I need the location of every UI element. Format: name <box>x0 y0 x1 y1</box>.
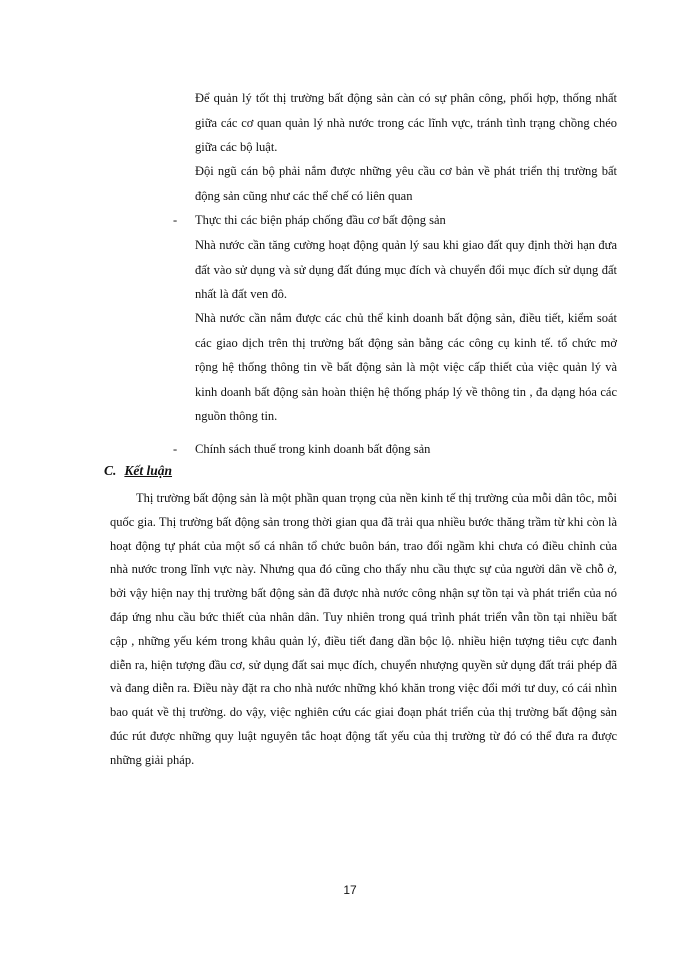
page-number: 17 <box>343 883 357 897</box>
bullet-anti-speculation: Thực thi các biện pháp chống đầu cơ bất động sản <box>195 213 446 227</box>
bullet-tax-policy: Chính sách thuế trong kinh doanh bất động sản <box>195 442 431 456</box>
section-letter: C. <box>104 463 117 478</box>
paragraph-staff-requirements: Đội ngũ cán bộ phải nắm được những yêu cầu cơ bản về phát triển thị trường bất động sản cũng như các thể chế có liên quan <box>195 164 617 203</box>
paragraph-coordination: Để quản lý tốt thị trường bất động sản càn có sự phân công, phối hợp, thống nhất giữa các cơ quan quản lý nhà nước trong các lĩnh vực, tránh tình trạng chồng chéo giữa các bộ luật. <box>195 91 617 154</box>
paragraph-land-management: Nhà nước cần tăng cường hoạt động quản lý sau khi giao đất quy định thời hạn đưa đất vào sử dụng và sử dụng đất đúng mục đích và chuyển đổi mục đích sử dụng đất nhất là đất ven đô. <box>195 238 617 301</box>
bullet-dash: - <box>173 213 178 227</box>
conclusion-paragraph: Thị trường bất động sản là một phần quan trọng của nền kinh tế thị trường của mỗi dân tôc, mỗi quốc gia. Thị trường bất động sản trong thời gian qua đã trải qua nhiều bước thăng trầm từ khi còn là hoạt động tự phát của một số cá nhân tổ chức buôn bán, trao đổi ngầm khi chưa có điều chỉnh của nhà nước trong lĩnh vực này. Nhưng qua đó cũng cho thấy nhu cầu thực sự của người dân về chỗ ở, bởi vậy hiện nay thị trường bất động sản đã được nhà nước công nhận sự tồn tại và phát triển của nó đáp ứng nhu cầu bức thiết của nhân dân. Tuy nhiên trong quá trình phát triển vẫn tồn tại nhiều bất cập , những yếu kém trong khâu quản lý, điều tiết đang dần bộc lộ. nhiều hiện tượng tiêu cực đanh diễn ra, hiện tượng đầu cơ, sử dụng đất sai mục đích, chuyển nhượng quyền sử dụng đất trái phép đã và đang diễn ra. Điều này đặt ra cho nhà nước những khó khăn trong việc đổi mới tư duy, có cái nhìn bao quát về thị trường. do vậy, việc nghiên cứu các giai đoạn phát triển của thị trường bất động sản đúc rút được những quy luật nguyên tắc hoạt động tất yếu của thị trường từ đó có thể đưa ra được những giải pháp. <box>110 491 617 767</box>
paragraph-market-control: Nhà nước cần nắm được các chủ thể kinh doanh bất động sản, điều tiết, kiểm soát các giao dịch trên thị trường bất động sản bằng các công cụ kinh tế. tổ chức mở rộng hệ thống thông tin về bất động sản là một việc cấp thiết của việc quản lý và kinh doanh bất động sản hoàn thiện hệ thống pháp lý về thông tin , đa dạng hóa các nguồn thông tin. <box>195 311 617 423</box>
section-title: Kết luận <box>124 463 173 478</box>
section-heading <box>104 463 172 479</box>
bullet-dash: - <box>173 442 178 456</box>
